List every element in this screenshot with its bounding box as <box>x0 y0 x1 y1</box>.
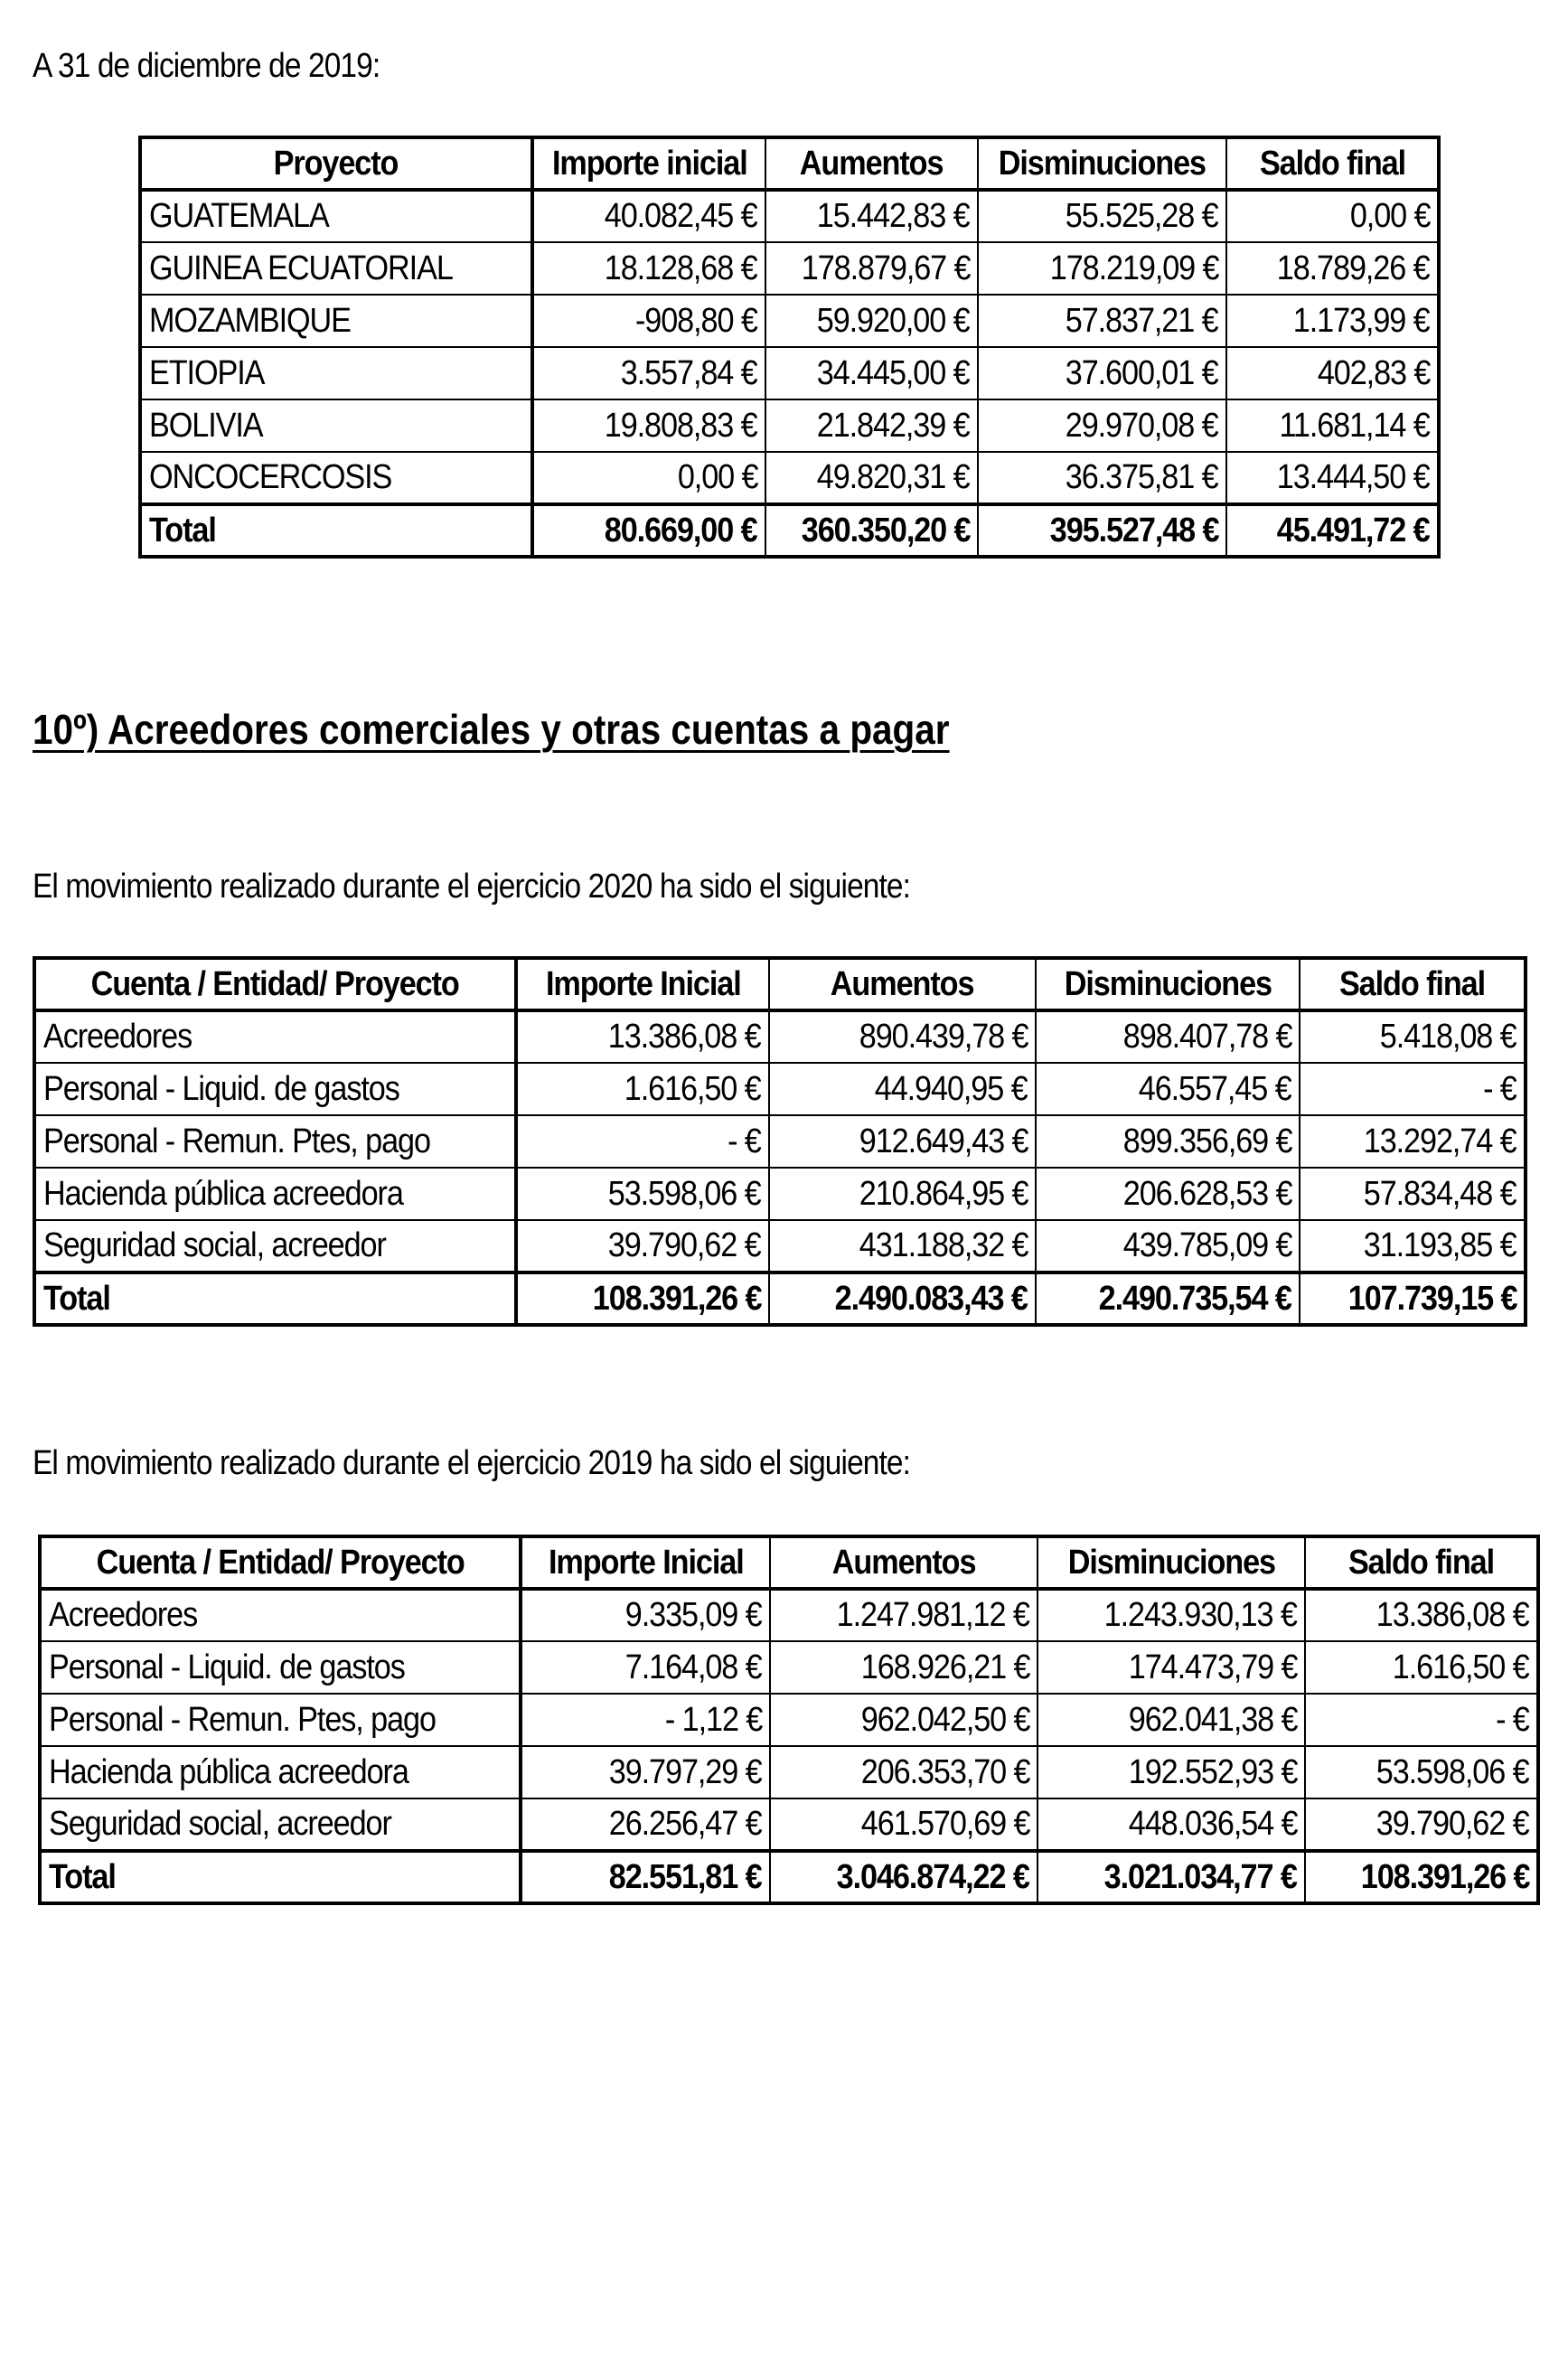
total-amount <box>765 504 978 557</box>
table-row <box>40 1694 1538 1746</box>
amount-cell <box>978 347 1226 399</box>
total-amount-text: 395.527,48 € <box>1049 511 1218 549</box>
amount-cell-text: 46.557,45 € <box>1139 1069 1291 1108</box>
total-amount <box>532 504 765 557</box>
total-amount <box>1226 504 1439 557</box>
amount-cell <box>521 1694 770 1746</box>
amount-cell <box>765 190 978 242</box>
column-header <box>532 137 765 190</box>
amount-cell-text: 1.173,99 € <box>1293 301 1430 340</box>
amount-cell <box>769 1220 1036 1272</box>
table-row <box>140 190 1439 242</box>
column-header-text: Aumentos <box>800 144 944 183</box>
column-header <box>978 137 1226 190</box>
amount-cell-text: 9.335,09 € <box>625 1596 762 1634</box>
amount-cell-text: 40.082,45 € <box>605 197 757 235</box>
total-amount-text: 45.491,72 € <box>1277 511 1430 549</box>
amount-cell <box>765 399 978 452</box>
total-label-text: Total <box>49 1857 116 1896</box>
total-amount-text: 80.669,00 € <box>605 511 757 549</box>
amount-cell-text: 206.353,70 € <box>860 1752 1029 1791</box>
row-label-text: Personal - Liquid. de gastos <box>49 1648 405 1686</box>
row-label <box>140 452 532 504</box>
projects-table <box>138 136 1441 559</box>
amount-cell-text: 899.356,69 € <box>1122 1122 1291 1160</box>
table-row <box>40 1589 1538 1641</box>
column-header-text: Importe inicial <box>551 144 747 183</box>
amount-cell <box>1305 1589 1538 1641</box>
row-label <box>34 1115 516 1168</box>
row-label <box>40 1589 521 1641</box>
amount-cell-text: 3.557,84 € <box>621 353 757 392</box>
total-amount-text: 108.391,26 € <box>592 1279 761 1318</box>
total-label-text: Total <box>149 511 216 549</box>
amount-cell-text: 11.681,14 € <box>1279 406 1430 445</box>
amount-cell-text: -908,80 € <box>635 301 757 340</box>
header-row <box>40 1536 1538 1589</box>
column-header-text: Saldo final <box>1338 964 1486 1003</box>
amount-cell-text: 18.789,26 € <box>1277 249 1430 287</box>
amount-cell-text: 1.247.981,12 € <box>836 1596 1029 1634</box>
amount-cell-text: 26.256,47 € <box>609 1805 762 1843</box>
amount-cell <box>1300 1115 1526 1168</box>
intro-text-2019: A 31 de diciembre de 2019: <box>33 47 380 85</box>
total-amount-text: 2.490.083,43 € <box>834 1279 1028 1318</box>
column-header-text: Cuenta / Entidad/ Proyecto <box>96 1543 465 1582</box>
table-row <box>34 1115 1526 1168</box>
column-header <box>769 958 1036 1010</box>
row-label <box>40 1746 521 1798</box>
total-amount-text: 360.350,20 € <box>801 511 970 549</box>
table-row <box>140 399 1439 452</box>
amount-cell <box>1226 399 1439 452</box>
amount-cell <box>516 1168 769 1220</box>
table-row <box>34 1063 1526 1115</box>
amount-cell-text: 439.785,09 € <box>1122 1226 1291 1264</box>
amount-cell <box>521 1746 770 1798</box>
amount-cell-text: 431.188,32 € <box>859 1226 1028 1264</box>
amount-cell-text: 178.219,09 € <box>1049 249 1218 287</box>
section-heading: 10º) Acreedores comerciales y otras cuentas a pagar <box>33 706 950 753</box>
amount-cell <box>978 295 1226 347</box>
amount-cell-text: 57.837,21 € <box>1066 301 1218 340</box>
column-header-text: Importe Inicial <box>548 1543 744 1582</box>
row-label <box>34 1220 516 1272</box>
amount-cell-text: 36.375,81 € <box>1066 458 1218 496</box>
amount-cell <box>769 1168 1036 1220</box>
amount-cell-text: 13.292,74 € <box>1364 1122 1516 1160</box>
amount-cell-text: - € <box>1483 1069 1516 1108</box>
row-label <box>34 1063 516 1115</box>
row-label-text: Personal - Remun. Ptes, pago <box>43 1122 430 1160</box>
row-label-text: Personal - Liquid. de gastos <box>43 1069 399 1108</box>
amount-cell <box>1305 1746 1538 1798</box>
column-header <box>1226 137 1439 190</box>
amount-cell <box>532 295 765 347</box>
amount-cell-text: - 1,12 € <box>664 1700 762 1739</box>
amount-cell <box>1226 190 1439 242</box>
amount-cell-text: 13.386,08 € <box>608 1018 761 1056</box>
table-row <box>140 242 1439 295</box>
total-amount-text: 2.490.735,54 € <box>1098 1279 1291 1318</box>
row-label-text: ONCOCERCOSIS <box>149 458 392 496</box>
amount-cell <box>769 1115 1036 1168</box>
amount-cell <box>765 452 978 504</box>
column-header-text: Aumentos <box>831 964 974 1003</box>
amount-cell-text: 962.042,50 € <box>860 1700 1029 1739</box>
column-header-text: Aumentos <box>831 1543 976 1582</box>
column-header <box>770 1536 1038 1589</box>
amount-cell <box>769 1010 1036 1063</box>
amount-cell <box>770 1589 1038 1641</box>
row-label-text: Personal - Remun. Ptes, pago <box>49 1700 436 1739</box>
amount-cell <box>1038 1798 1305 1851</box>
amount-cell-text: 59.920,00 € <box>817 301 970 340</box>
column-header-text: Disminuciones <box>998 144 1207 183</box>
amount-cell-text: 39.790,62 € <box>1376 1805 1529 1843</box>
row-label-text: BOLIVIA <box>149 406 263 445</box>
amount-cell-text: 178.879,67 € <box>801 249 970 287</box>
amount-cell-text: 53.598,06 € <box>1376 1752 1529 1791</box>
amount-cell-text: 44.940,95 € <box>875 1069 1028 1108</box>
total-amount <box>1300 1272 1526 1325</box>
row-label-text: GUINEA ECUATORIAL <box>149 249 453 287</box>
amount-cell-text: 18.128,68 € <box>605 249 757 287</box>
amount-cell-text: 898.407,78 € <box>1122 1018 1291 1056</box>
amount-cell-text: 210.864,95 € <box>859 1174 1028 1213</box>
column-header <box>34 958 516 1010</box>
amount-cell <box>1305 1798 1538 1851</box>
total-label <box>40 1851 521 1903</box>
amount-cell-text: 29.970,08 € <box>1066 406 1218 445</box>
row-label-text: MOZAMBIQUE <box>149 301 351 340</box>
amount-cell-text: 37.600,01 € <box>1066 353 1218 392</box>
row-label <box>34 1168 516 1220</box>
column-header-text: Disminuciones <box>1064 964 1272 1003</box>
amount-cell <box>1226 295 1439 347</box>
amount-cell-text: 0,00 € <box>1349 197 1430 235</box>
amount-cell <box>1038 1746 1305 1798</box>
total-amount-text: 3.021.034,77 € <box>1103 1857 1297 1896</box>
amount-cell-text: 39.790,62 € <box>608 1226 761 1264</box>
amount-cell <box>1300 1010 1526 1063</box>
amount-cell <box>1305 1641 1538 1694</box>
amount-cell-text: 1.243.930,13 € <box>1103 1596 1297 1634</box>
column-header <box>765 137 978 190</box>
row-label-text: Acreedores <box>43 1018 192 1056</box>
amount-cell <box>978 242 1226 295</box>
amount-cell-text: 57.834,48 € <box>1364 1174 1516 1213</box>
amount-cell <box>516 1220 769 1272</box>
amount-cell-text: - € <box>1496 1700 1529 1739</box>
column-header-text: Importe Inicial <box>545 964 741 1003</box>
creditors-table-2019 <box>38 1535 1540 1905</box>
total-label <box>34 1272 516 1325</box>
amount-cell-text: 13.386,08 € <box>1376 1596 1529 1634</box>
amount-cell-text: 34.445,00 € <box>817 353 970 392</box>
amount-cell <box>1305 1694 1538 1746</box>
amount-cell-text: 5.418,08 € <box>1380 1018 1516 1056</box>
column-header-text: Proyecto <box>274 144 399 183</box>
table-row <box>34 1220 1526 1272</box>
total-amount <box>516 1272 769 1325</box>
amount-cell <box>532 399 765 452</box>
column-header <box>1305 1536 1538 1589</box>
amount-cell <box>765 295 978 347</box>
row-label <box>140 190 532 242</box>
row-label <box>40 1641 521 1694</box>
column-header <box>40 1536 521 1589</box>
row-label-text: GUATEMALA <box>149 197 329 235</box>
amount-cell <box>516 1115 769 1168</box>
amount-cell <box>1036 1010 1300 1063</box>
row-label <box>140 347 532 399</box>
amount-cell-text: 19.808,83 € <box>605 406 757 445</box>
column-header <box>1036 958 1300 1010</box>
row-label <box>40 1798 521 1851</box>
amount-cell <box>978 452 1226 504</box>
total-amount <box>1305 1851 1538 1903</box>
amount-cell <box>516 1063 769 1115</box>
amount-cell-text: 206.628,53 € <box>1122 1174 1291 1213</box>
total-amount-text: 107.739,15 € <box>1347 1279 1516 1318</box>
amount-cell <box>770 1641 1038 1694</box>
total-amount <box>1036 1272 1300 1325</box>
amount-cell-text: 168.926,21 € <box>860 1648 1029 1686</box>
amount-cell <box>1226 452 1439 504</box>
row-label <box>140 295 532 347</box>
row-label-text: Hacienda pública acreedora <box>49 1752 408 1791</box>
total-row <box>140 504 1439 557</box>
column-header <box>140 137 532 190</box>
table-row <box>140 295 1439 347</box>
total-amount <box>521 1851 770 1903</box>
movement-text-2020: El movimiento realizado durante el ejercicio 2020 ha sido el siguiente: <box>33 868 911 906</box>
total-amount-text: 3.046.874,22 € <box>836 1857 1029 1896</box>
header-row <box>140 137 1439 190</box>
amount-cell <box>1038 1589 1305 1641</box>
column-header <box>1300 958 1526 1010</box>
total-label-text: Total <box>43 1279 110 1318</box>
amount-cell-text: 461.570,69 € <box>860 1805 1029 1843</box>
amount-cell <box>1038 1694 1305 1746</box>
amount-cell-text: 448.036,54 € <box>1128 1805 1297 1843</box>
amount-cell-text: 39.797,29 € <box>609 1752 762 1791</box>
amount-cell-text: 890.439,78 € <box>859 1018 1028 1056</box>
amount-cell-text: 192.552,93 € <box>1128 1752 1297 1791</box>
amount-cell <box>532 347 765 399</box>
row-label <box>40 1694 521 1746</box>
column-header-text: Disminuciones <box>1067 1543 1275 1582</box>
total-row <box>34 1272 1526 1325</box>
amount-cell-text: 1.616,50 € <box>624 1069 761 1108</box>
table-row <box>40 1798 1538 1851</box>
amount-cell <box>1038 1641 1305 1694</box>
row-label <box>140 242 532 295</box>
row-label-text: Seguridad social, acreedor <box>49 1805 391 1843</box>
amount-cell <box>978 399 1226 452</box>
movement-text-2019: El movimiento realizado durante el ejercicio 2019 ha sido el siguiente: <box>33 1444 911 1482</box>
row-label-text: ETIOPIA <box>149 353 265 392</box>
amount-cell-text: 31.193,85 € <box>1364 1226 1516 1264</box>
amount-cell-text: 13.444,50 € <box>1277 458 1430 496</box>
row-label <box>140 399 532 452</box>
amount-cell <box>532 242 765 295</box>
total-amount <box>769 1272 1036 1325</box>
amount-cell-text: 55.525,28 € <box>1066 197 1218 235</box>
table-row <box>140 452 1439 504</box>
amount-cell-text: 0,00 € <box>677 458 757 496</box>
amount-cell <box>770 1746 1038 1798</box>
row-label-text: Hacienda pública acreedora <box>43 1174 403 1213</box>
amount-cell-text: 49.820,31 € <box>817 458 970 496</box>
amount-cell <box>1226 242 1439 295</box>
amount-cell <box>516 1010 769 1063</box>
amount-cell <box>521 1589 770 1641</box>
table-row <box>40 1641 1538 1694</box>
amount-cell <box>1036 1115 1300 1168</box>
column-header <box>1038 1536 1305 1589</box>
amount-cell <box>1300 1168 1526 1220</box>
amount-cell <box>770 1798 1038 1851</box>
amount-cell-text: - € <box>728 1122 761 1160</box>
amount-cell-text: 7.164,08 € <box>625 1648 762 1686</box>
amount-cell-text: 53.598,06 € <box>608 1174 761 1213</box>
amount-cell <box>1300 1220 1526 1272</box>
amount-cell-text: 962.041,38 € <box>1128 1700 1297 1739</box>
creditors-table-2020 <box>33 956 1527 1327</box>
amount-cell <box>521 1641 770 1694</box>
table-row <box>34 1168 1526 1220</box>
column-header-text: Saldo final <box>1347 1543 1495 1582</box>
amount-cell <box>1300 1063 1526 1115</box>
total-amount-text: 108.391,26 € <box>1360 1857 1529 1896</box>
total-amount-text: 82.551,81 € <box>609 1857 762 1896</box>
total-amount <box>770 1851 1038 1903</box>
amount-cell-text: 174.473,79 € <box>1128 1648 1297 1686</box>
amount-cell <box>1036 1063 1300 1115</box>
column-header-text: Saldo final <box>1259 144 1405 183</box>
column-header <box>516 958 769 1010</box>
total-label <box>140 504 532 557</box>
column-header <box>521 1536 770 1589</box>
amount-cell <box>770 1694 1038 1746</box>
column-header-text: Cuenta / Entidad/ Proyecto <box>90 964 460 1003</box>
table-row <box>40 1746 1538 1798</box>
amount-cell <box>521 1798 770 1851</box>
total-amount <box>1038 1851 1305 1903</box>
amount-cell <box>532 452 765 504</box>
table-row <box>140 347 1439 399</box>
amount-cell <box>1036 1168 1300 1220</box>
amount-cell <box>769 1063 1036 1115</box>
amount-cell-text: 402,83 € <box>1317 353 1430 392</box>
amount-cell-text: 1.616,50 € <box>1393 1648 1529 1686</box>
row-label <box>34 1010 516 1063</box>
amount-cell-text: 21.842,39 € <box>817 406 970 445</box>
amount-cell <box>1036 1220 1300 1272</box>
amount-cell <box>765 347 978 399</box>
amount-cell <box>978 190 1226 242</box>
row-label-text: Acreedores <box>49 1596 198 1634</box>
amount-cell <box>1226 347 1439 399</box>
row-label-text: Seguridad social, acreedor <box>43 1226 386 1264</box>
total-amount <box>978 504 1226 557</box>
amount-cell-text: 912.649,43 € <box>859 1122 1028 1160</box>
total-row <box>40 1851 1538 1903</box>
amount-cell <box>765 242 978 295</box>
table-row <box>34 1010 1526 1063</box>
header-row <box>34 958 1526 1010</box>
amount-cell <box>532 190 765 242</box>
amount-cell-text: 15.442,83 € <box>817 197 970 235</box>
